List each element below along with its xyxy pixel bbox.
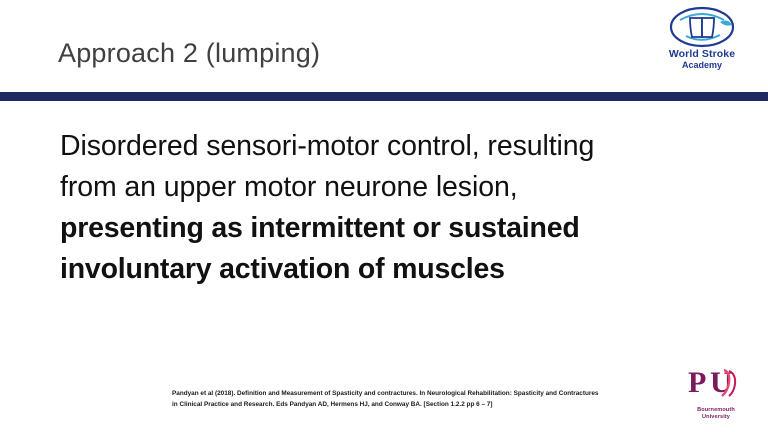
world-stroke-academy-icon <box>650 6 754 48</box>
body-line-4: involuntary activation of muscles <box>60 253 505 285</box>
university-logo <box>680 362 752 418</box>
world-stroke-academy-logo <box>650 6 754 80</box>
body-line-1: Disordered sensori-motor control, resulting <box>60 130 595 162</box>
citation-text: Pandyan et al (2018). Definition and Measurement of Spasticity and contractures. In Neurological Rehabilitation: Spasticity and Contractures in Clinical Practice and Research. Eds Pandyan AD, Hermens HJ, and Conway BA. [Section 1.2.2 pp 6 – 7] <box>172 390 599 408</box>
world-stroke-academy-label-line2: Academy <box>681 60 723 70</box>
svg-text:U: U <box>710 366 732 399</box>
page-title: Approach 2 (lumping) <box>58 38 321 68</box>
body-line-2: from an upper motor neurone lesion, <box>60 171 518 203</box>
svg-text:P: P <box>688 366 707 399</box>
header-divider-bar <box>0 92 768 101</box>
world-stroke-academy-label-line1: World Stroke <box>668 48 736 60</box>
university-label-line2: University <box>701 414 731 420</box>
body-line-3: presenting as intermittent or sustained <box>60 212 580 244</box>
slide-body-text <box>60 126 710 290</box>
university-crest-icon <box>680 362 752 407</box>
university-label-line1: Bournemouth <box>697 407 735 413</box>
